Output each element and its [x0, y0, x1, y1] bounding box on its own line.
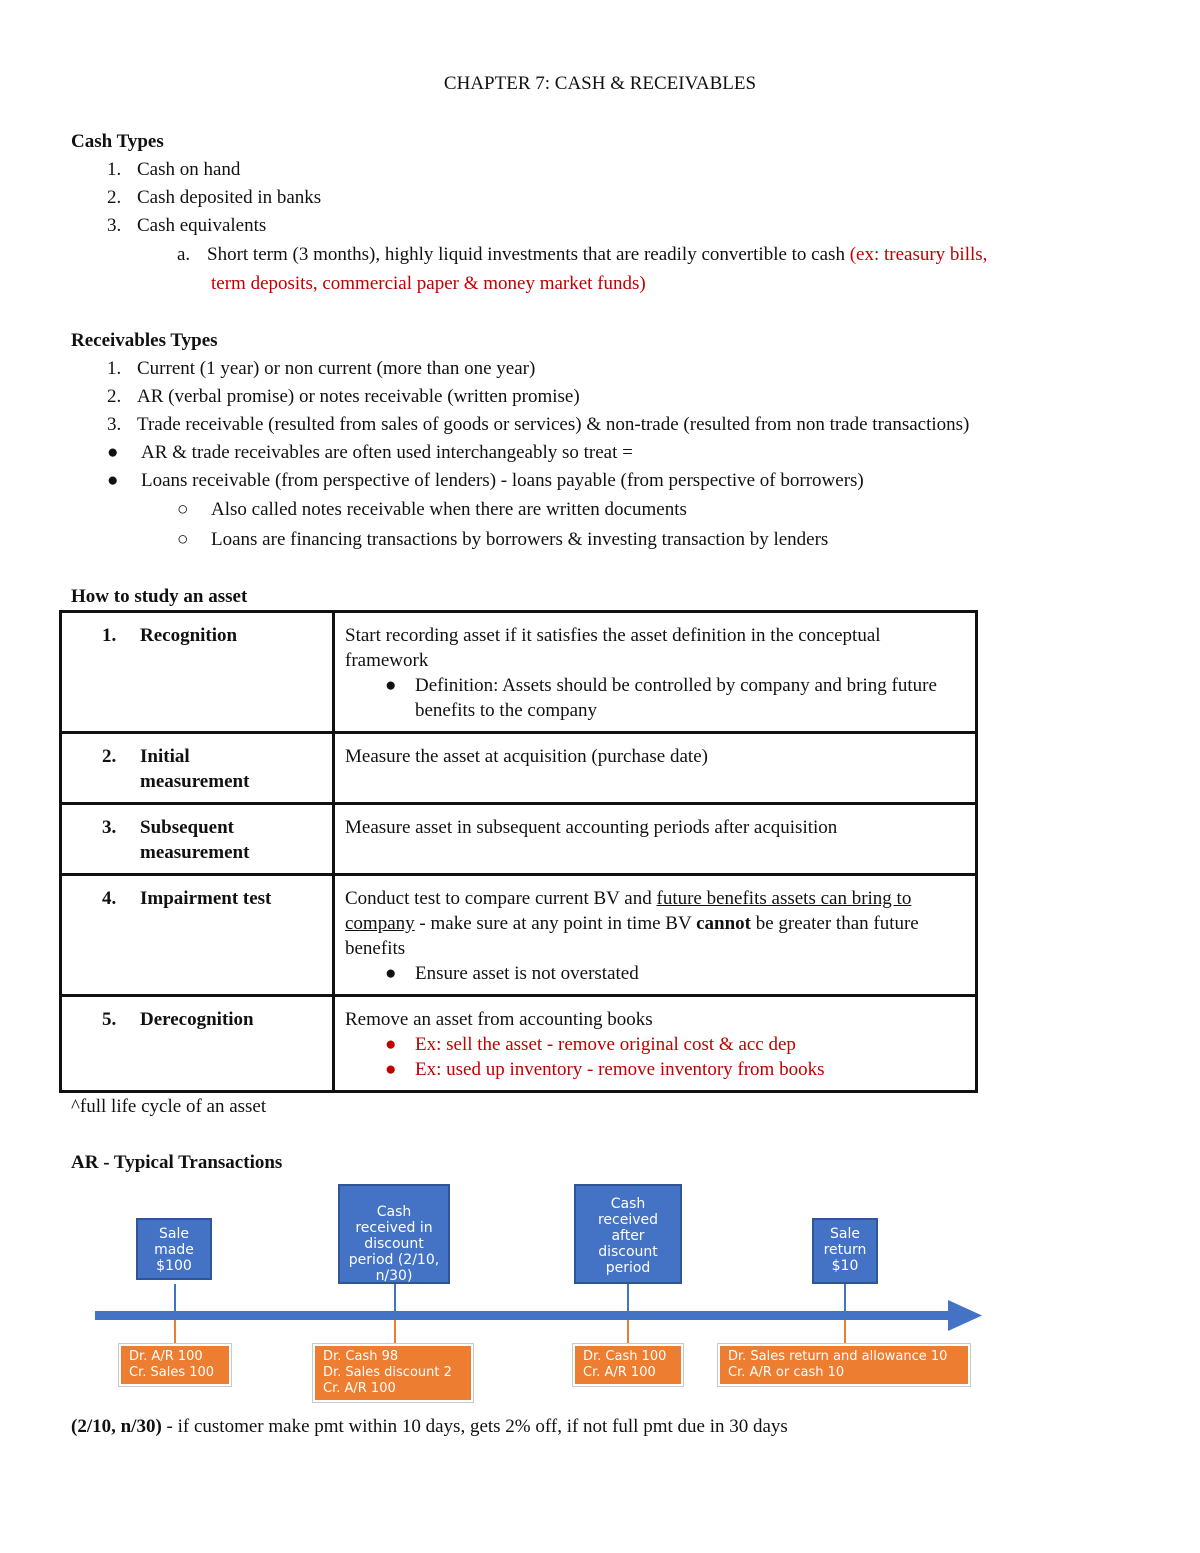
row-description: Conduct test to compare current BV and future benefits assets can bring to company - make sure at any point in time BV cannot be greater than future benefits ● Ensure asset is not overstated [334, 875, 977, 996]
event-sale-made: Sale made $100 [136, 1218, 212, 1280]
sub-bullet-item: ○ Also called notes receivable when there are written documents [177, 499, 687, 520]
connector-line [627, 1284, 629, 1314]
list-item: 2. Cash deposited in banks [107, 187, 322, 208]
row-label: 5. Derecognition [61, 996, 334, 1092]
connector-line [394, 1320, 396, 1344]
connector-line [627, 1320, 629, 1344]
journal-entry: Dr. Sales return and allowance 10 Cr. A/R or cash 10 [718, 1344, 970, 1386]
table-row [61, 996, 977, 1092]
connector-line [174, 1284, 176, 1314]
sub-bullet-item: ○ Loans are financing transactions by borrowers & investing transaction by lenders [177, 529, 829, 550]
event-cash-in-discount: Cash received in discount period (2/10, n/30) [338, 1184, 450, 1284]
table-row [61, 875, 977, 996]
event-sale-return: Sale return $10 [812, 1218, 878, 1284]
cash-types-heading: Cash Types [71, 131, 164, 152]
table-row [61, 612, 977, 733]
sub-list-item-continued: term deposits, commercial paper & money market funds) [211, 273, 646, 294]
row-label: 3. Subsequent measurement [61, 804, 334, 875]
sub-list-item: a. Short term (3 months), highly liquid investments that are readily convertible to cash (ex: treasury bills, [177, 244, 988, 265]
ar-footnote: (2/10, n/30) - if customer make pmt within 10 days, gets 2% off, if not full pmt due in 30 days [71, 1416, 788, 1437]
table-row [61, 733, 977, 804]
row-description: Measure asset in subsequent accounting periods after acquisition [334, 804, 977, 875]
bullet-item: ● Loans receivable (from perspective of lenders) - loans payable (from perspective of borrowers) [107, 470, 864, 491]
table-note: ^full life cycle of an asset [71, 1096, 267, 1117]
list-item: 2. AR (verbal promise) or notes receivable (written promise) [107, 386, 580, 407]
study-heading: How to study an asset [71, 586, 248, 607]
connector-line [844, 1320, 846, 1344]
row-label: 4. Impairment test [61, 875, 334, 996]
timeline-arrow [90, 1298, 985, 1334]
row-label: 1. Recognition [61, 612, 334, 733]
connector-line [394, 1284, 396, 1314]
table-row [61, 804, 977, 875]
journal-entry: Dr. Cash 98 Dr. Sales discount 2 Cr. A/R 100 [313, 1344, 473, 1402]
row-description: Remove an asset from accounting books ● Ex: sell the asset - remove original cost & acc dep ● Ex: used up inventory - remove inventory from books [334, 996, 977, 1092]
row-description: Start recording asset if it satisfies the asset definition in the conceptual framework ● Definition: Assets should be controlled by company and bring future benefits to the company [334, 612, 977, 733]
list-item: 3. Trade receivable (resulted from sales of goods or services) & non-trade (resulted from non trade transactions) [107, 414, 970, 435]
list-item: 1. Cash on hand [107, 159, 241, 180]
journal-entry: Dr. A/R 100 Cr. Sales 100 [119, 1344, 231, 1386]
bullet-item: ● AR & trade receivables are often used interchangeably so treat = [107, 442, 633, 463]
list-item: 1. Current (1 year) or non current (more than one year) [107, 358, 536, 379]
row-label: 2. Initial measurement [61, 733, 334, 804]
row-description: Measure the asset at acquisition (purchase date) [334, 733, 977, 804]
journal-entry: Dr. Cash 100 Cr. A/R 100 [573, 1344, 683, 1386]
connector-line [174, 1320, 176, 1344]
event-cash-after-discount: Cash received after discount period [574, 1184, 682, 1284]
receivables-types-heading: Receivables Types [71, 330, 218, 351]
connector-line [844, 1284, 846, 1314]
ar-heading: AR - Typical Transactions [71, 1152, 283, 1173]
list-item: 3. Cash equivalents [107, 215, 267, 236]
page-title: CHAPTER 7: CASH & RECEIVABLES [443, 73, 757, 94]
study-table [59, 610, 978, 1093]
